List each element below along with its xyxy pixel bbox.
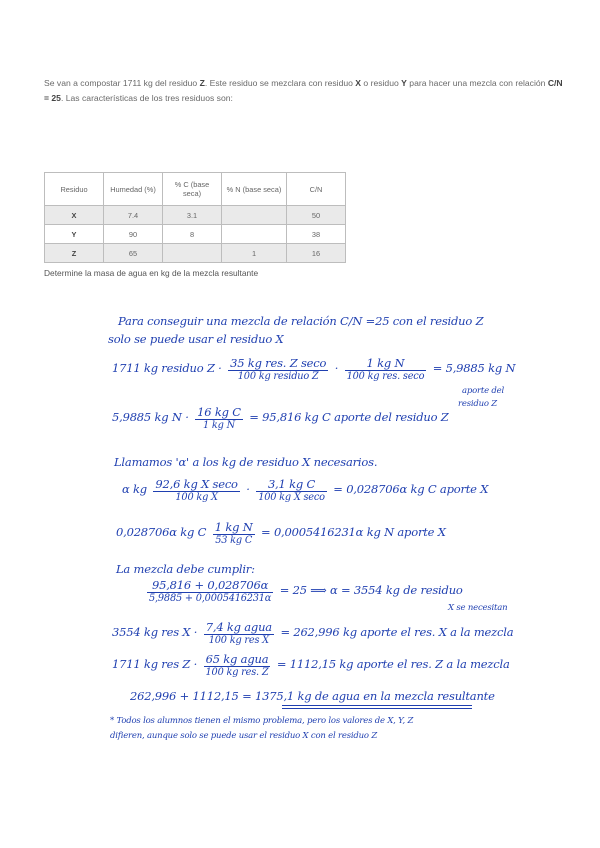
table-cell — [222, 206, 287, 225]
hw-fraction — [213, 520, 255, 546]
problem-statement — [44, 76, 564, 106]
fraction-denominator: 100 kg residuo Z — [237, 371, 319, 382]
intro-text-2: . Este residuo se mezclara con residuo — [204, 78, 356, 88]
fraction-numerator: 1 kg N — [345, 356, 427, 371]
fraction-denominator: 100 kg res. Z — [205, 667, 269, 678]
hw-result: = 0,028706α kg C aporte X — [333, 482, 489, 496]
table-cell: 50 — [287, 206, 346, 225]
table-header: % N (base seca) — [222, 173, 287, 206]
intro-text-1: Se van a compostar 1711 kg del residuo — [44, 78, 200, 88]
hw-line-7 — [116, 520, 446, 546]
table-row — [45, 225, 346, 244]
hw-result: = 5,9885 kg N — [432, 361, 516, 375]
table-cell: X — [45, 206, 104, 225]
table-cell: 1 — [222, 244, 287, 263]
hw-note: residuo Z — [458, 399, 498, 409]
hw-text: α kg — [122, 482, 147, 496]
table-cell: 3.1 — [163, 206, 222, 225]
hw-fraction — [204, 652, 271, 678]
fraction-numerator: 16 kg C — [197, 405, 241, 419]
fraction-numerator: 35 kg res. Z seco — [230, 356, 327, 370]
fraction-numerator: 95,816 + 0,028706α — [147, 578, 273, 593]
hw-dot: · — [246, 482, 250, 496]
hw-text: 5,9885 kg N · — [112, 410, 189, 424]
hw-line-3 — [112, 356, 515, 382]
hw-line-12: 262,996 + 1112,15 = 1375,1 kg de agua en la mezcla resultante — [130, 689, 495, 703]
residue-z-label: Z — [199, 78, 205, 88]
hw-line-10 — [112, 620, 513, 646]
hw-line-1: Para conseguir una mezcla de relación C/N =25 con el residuo Z — [118, 314, 484, 328]
hw-note: aporte del — [462, 386, 505, 396]
hw-text: 0,028706α kg C — [116, 525, 207, 539]
fraction-numerator: 92,6 kg X seco — [155, 477, 238, 491]
hw-fraction — [195, 405, 243, 431]
hw-text: 1711 kg residuo Z · — [112, 361, 222, 375]
fraction-numerator: 1 kg N — [214, 520, 253, 534]
fraction-denominator: 100 kg X seco — [258, 492, 325, 503]
table-cell: Z — [45, 244, 104, 263]
hw-result: = 0,0005416231α kg N aporte X — [261, 525, 446, 539]
fraction-denominator: 1 kg N — [203, 420, 235, 431]
table-cell: 38 — [287, 225, 346, 244]
residue-x-label: X — [355, 78, 362, 88]
table-row — [45, 244, 346, 263]
double-underline — [282, 708, 472, 709]
hw-result: = 262,996 kg aporte el res. X a la mezcla — [280, 625, 514, 639]
hw-fraction — [256, 477, 327, 503]
fraction-numerator: 65 kg agua — [204, 652, 271, 667]
hw-footnote-1: * Todos los alumnos tienen el mismo problema, pero los valores de X, Y, Z — [110, 716, 414, 726]
table-cell: 65 — [104, 244, 163, 263]
table-cell: 90 — [104, 225, 163, 244]
fraction-denominator: 53 kg C — [215, 535, 253, 546]
table-header-row — [45, 173, 346, 206]
hw-text: 3554 kg res X · — [112, 625, 198, 639]
table-cell: 16 — [287, 244, 346, 263]
intro-text-4: para hacer una mezcla con relación — [406, 78, 548, 88]
table-header: C/N — [287, 173, 346, 206]
hw-line-2: solo se puede usar el residuo X — [108, 332, 284, 346]
hw-line-5: Llamamos 'α' a los kg de residuo X necesarios. — [114, 455, 378, 469]
table-cell: 8 — [163, 225, 222, 244]
table-row — [45, 206, 346, 225]
hw-fraction — [147, 578, 273, 604]
hw-result: = 25 ⟹ α = 3554 kg de residuo — [279, 583, 463, 597]
hw-fraction — [228, 356, 328, 382]
hw-line-9 — [144, 578, 463, 604]
intro-text-5: . Las características de los tres residuos son: — [60, 93, 233, 103]
hw-result: = 95,816 kg C aporte del residuo Z — [249, 410, 449, 424]
table-cell — [163, 244, 222, 263]
fraction-denominator: 5,9885 + 0,0005416231α — [149, 593, 272, 604]
hw-fraction — [153, 477, 239, 503]
hw-line-8: La mezcla debe cumplir: — [116, 562, 255, 576]
fraction-denominator: 100 kg res X — [208, 635, 269, 646]
hw-fraction — [345, 356, 427, 382]
table-cell: Y — [45, 225, 104, 244]
fraction-numerator: 3,1 kg C — [256, 477, 327, 492]
fraction-denominator: 100 kg X — [175, 492, 218, 503]
table-header: Residuo — [45, 173, 104, 206]
question-text: Determine la masa de agua en kg de la mezcla resultante — [44, 268, 259, 278]
hw-text: 1711 kg res Z · — [112, 657, 198, 671]
intro-text-3: o residuo — [361, 78, 402, 88]
hw-dot: · — [334, 361, 339, 375]
hw-line-11 — [112, 652, 510, 678]
hw-fraction — [204, 620, 274, 646]
hw-line-6 — [122, 477, 488, 503]
hw-result: = 1112,15 kg aporte el res. Z a la mezcla — [276, 657, 510, 671]
residue-table — [44, 172, 346, 263]
residue-y-label: Y — [401, 78, 407, 88]
hw-note: X se necesitan — [448, 603, 508, 613]
table-header: Humedad (%) — [104, 173, 163, 206]
fraction-denominator: 100 kg res. seco — [346, 371, 425, 382]
table-header: % C (base seca) — [163, 173, 222, 206]
double-underline — [282, 705, 472, 706]
hw-line-4 — [112, 405, 449, 431]
fraction-numerator: 7,4 kg agua — [205, 620, 272, 634]
table-cell — [222, 225, 287, 244]
hw-footnote-2: difieren, aunque solo se puede usar el residuo X con el residuo Z — [110, 731, 378, 741]
table-cell: 7.4 — [104, 206, 163, 225]
cn-ratio-label: C/N = 25 — [44, 78, 563, 103]
